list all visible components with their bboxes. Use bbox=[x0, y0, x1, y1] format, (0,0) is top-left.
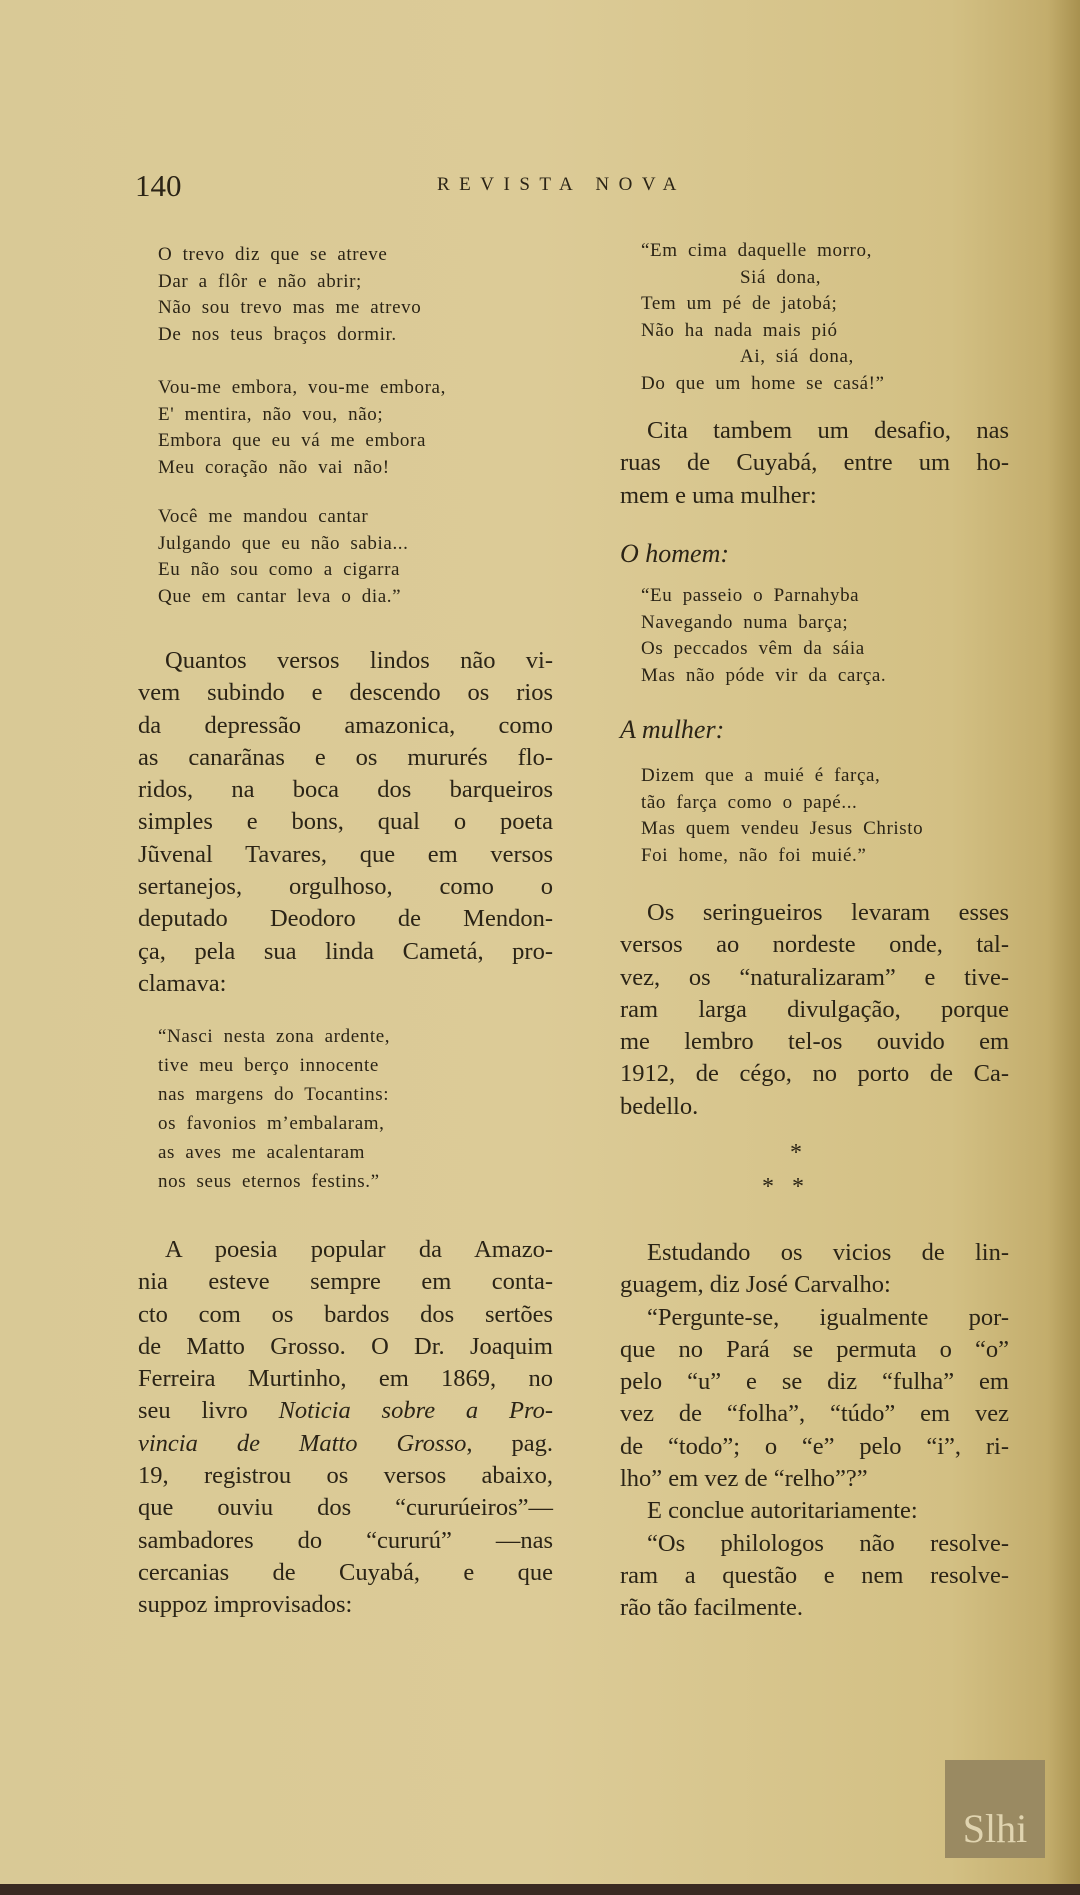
left-poem3-block bbox=[158, 504, 409, 610]
verse-line: nas margens do Tocantins: bbox=[158, 1084, 390, 1105]
text-line: seu livro Noticia sobre a Pro- bbox=[138, 1397, 553, 1425]
text-line: Ferreira Murtinho, em 1869, no bbox=[138, 1365, 553, 1393]
text-line: rão tão facilmente. bbox=[620, 1594, 803, 1622]
text-line: Quantos versos lindos não vi- bbox=[165, 647, 553, 674]
text-line: cercanias de Cuyabá, e que bbox=[138, 1558, 553, 1586]
asterism-top: * bbox=[790, 1140, 802, 1166]
text-line: que ouviu dos “cururúeiros”— bbox=[138, 1494, 553, 1522]
text-line: 1912, de cégo, no porto de Ca- bbox=[620, 1060, 1009, 1088]
page-edge bbox=[0, 1884, 1080, 1895]
text-line: clamava: bbox=[138, 969, 227, 997]
verse-line: tão farça como o papé... bbox=[641, 791, 858, 813]
text-line: suppoz improvisados: bbox=[138, 1591, 353, 1619]
verse-line: Que em cantar leva o dia.” bbox=[158, 585, 402, 607]
verse-line: Dar a flôr e não abrir; bbox=[158, 270, 362, 292]
verse-line: Do que um home se casá!” bbox=[641, 372, 885, 394]
text-line: as canarãnas e os mururés flo- bbox=[138, 743, 553, 771]
verse-line: E' mentira, não vou, não; bbox=[158, 403, 384, 425]
verse-line: Embora que eu vá me embora bbox=[158, 430, 426, 451]
verse-line: Mas quem vendeu Jesus Christo bbox=[641, 818, 924, 839]
text-line: que no Pará se permuta o “o” bbox=[620, 1335, 1009, 1363]
left-poem4-block bbox=[158, 1022, 390, 1196]
verse-line: Os peccados vêm da sáia bbox=[641, 638, 865, 659]
verse-line: Siá dona, bbox=[740, 266, 822, 288]
text-line: sertanejos, orgulhoso, como o bbox=[138, 873, 553, 901]
right-prose1-block bbox=[620, 415, 1009, 512]
text-line: vincia de Matto Grosso, pag. bbox=[138, 1429, 553, 1457]
left-poem2-block bbox=[158, 375, 446, 481]
logo-text: Slhi bbox=[962, 1806, 1028, 1851]
verse-line: Dizem que a muié é farça, bbox=[641, 765, 881, 786]
text-line: bedello. bbox=[620, 1092, 699, 1120]
text-line: de Matto Grosso. O Dr. Joaquim bbox=[138, 1332, 553, 1360]
watermark-logo bbox=[945, 1760, 1045, 1858]
text-line: ram larga divulgação, porque bbox=[620, 995, 1009, 1023]
verse-line: “Em cima daquelle morro, bbox=[641, 240, 872, 261]
text-line: Os seringueiros levaram esses bbox=[647, 899, 1009, 926]
text-line: da depressão amazonica, como bbox=[138, 711, 553, 739]
label-o-homem: O homem: bbox=[620, 539, 730, 568]
text-line: pelo “u” e se diz “fulha” em bbox=[620, 1368, 1009, 1396]
verse-line: Vou-me embora, vou-me embora, bbox=[158, 377, 446, 398]
verse-line: Você me mandou cantar bbox=[158, 506, 369, 527]
verse-line: Julgando que eu não sabia... bbox=[158, 532, 409, 554]
text-line: “Os philologos não resolve- bbox=[647, 1529, 1009, 1557]
left-prose1-block bbox=[138, 645, 553, 1000]
text-line: mem e uma mulher: bbox=[620, 481, 817, 509]
verse-line: Não ha nada mais pió bbox=[641, 319, 838, 341]
text-line: vem subindo e descendo os rios bbox=[138, 679, 553, 707]
verse-line: Navegando numa barça; bbox=[641, 611, 849, 633]
asterism-bottom: * * bbox=[762, 1174, 804, 1200]
verse-line: tive meu berço innocente bbox=[158, 1055, 379, 1076]
text-line: ridos, na boca dos barqueiros bbox=[138, 776, 553, 804]
verse-line: Não sou trevo mas me atrevo bbox=[158, 297, 422, 318]
verse-line: “Eu passeio o Parnahyba bbox=[641, 585, 860, 606]
text-line: A poesia popular da Amazo- bbox=[165, 1236, 553, 1263]
text-line: lho” em vez de “relho”?” bbox=[620, 1465, 868, 1493]
text-line: Cita tambem um desafio, nas bbox=[647, 417, 1009, 444]
verse-line: Mas não póde vir da carça. bbox=[641, 664, 887, 686]
right-prose3-block bbox=[620, 1237, 1009, 1625]
text-line: sambadores do “cururú” —nas bbox=[138, 1526, 553, 1554]
book-title: vincia de Matto Grosso bbox=[138, 1429, 467, 1457]
right-prose2-block bbox=[620, 897, 1009, 1123]
left-poem1-block bbox=[158, 242, 421, 348]
page-number: 140 bbox=[135, 168, 182, 203]
verse-line: Meu coração não vai não! bbox=[158, 456, 390, 478]
text-line: nia esteve sempre em conta- bbox=[138, 1268, 553, 1296]
text-line: deputado Deodoro de Mendon- bbox=[138, 905, 553, 933]
verse-line: O trevo diz que se atreve bbox=[158, 244, 388, 265]
verse-line: Tem um pé de jatobá; bbox=[641, 293, 838, 314]
verse-line: as aves me acalentaram bbox=[158, 1142, 366, 1163]
text-line: guagem, diz José Carvalho: bbox=[620, 1271, 891, 1299]
text-line: Estudando os vicios de lin- bbox=[647, 1239, 1009, 1266]
right-poem2-block bbox=[641, 583, 886, 689]
text-line: ram a questão e nem resolve- bbox=[620, 1561, 1009, 1589]
verse-line: “Nasci nesta zona ardente, bbox=[158, 1026, 391, 1047]
verse-line: os favonios m’embalaram, bbox=[158, 1113, 385, 1134]
verse-line: Eu não sou como a cigarra bbox=[158, 559, 401, 580]
text-line: “Pergunte-se, igualmente por- bbox=[647, 1303, 1009, 1331]
verse-line: Foi home, não foi muié.” bbox=[641, 844, 867, 866]
text-line: ruas de Cuyabá, entre um ho- bbox=[620, 449, 1009, 477]
text-line: de “todo”; o “e” pelo “i”, ri- bbox=[620, 1432, 1009, 1460]
book-title: Noticia sobre a Pro- bbox=[278, 1397, 553, 1425]
left-prose2-block bbox=[138, 1234, 553, 1622]
text-line: cto com os bardos dos sertões bbox=[138, 1300, 553, 1328]
text-line: E conclue autoritariamente: bbox=[647, 1497, 918, 1525]
text-line: vez de “folha”, “túdo” em vez bbox=[620, 1400, 1009, 1428]
text-line: vez, os “naturalizaram” e tive- bbox=[620, 963, 1009, 991]
verse-line: De nos teus braços dormir. bbox=[158, 323, 397, 345]
text-line: versos ao nordeste onde, tal- bbox=[620, 931, 1009, 959]
text-line: simples e bons, qual o poeta bbox=[138, 808, 553, 836]
text-line: 19, registrou os versos abaixo, bbox=[138, 1462, 553, 1490]
running-title: REVISTA NOVA bbox=[437, 174, 686, 195]
verse-line: nos seus eternos festins.” bbox=[158, 1171, 380, 1192]
text-line: Jũvenal Tavares, que em versos bbox=[138, 840, 553, 868]
verse-line: Ai, siá dona, bbox=[740, 346, 854, 367]
text-line: ça, pela sua linda Cametá, pro- bbox=[138, 937, 553, 965]
right-poem3-block bbox=[641, 763, 923, 869]
text-line: me lembro tel-os ouvido em bbox=[620, 1028, 1009, 1056]
right-poem1-block bbox=[641, 238, 885, 397]
label-a-mulher: A mulher: bbox=[620, 715, 725, 744]
